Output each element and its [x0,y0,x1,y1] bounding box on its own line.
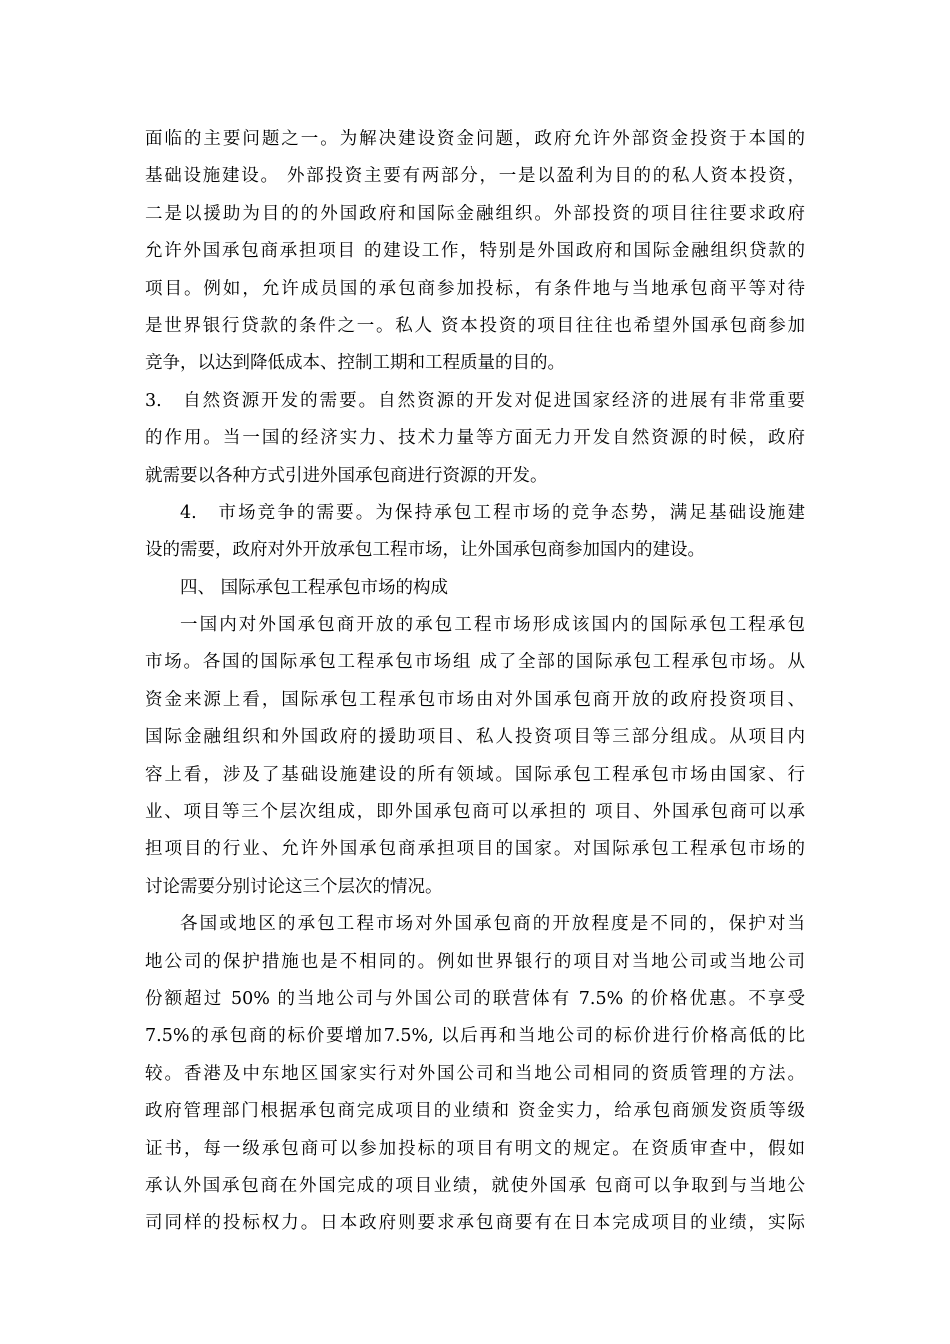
text-line-content: 较。香港及中东地区国家实行对外国公司和当地公司相同的资质管理的方法。 [145,1063,805,1084]
text-line-content: 资金来源上看，国际承包工程承包市场由对外国承包商开放的政府投资项目、 [145,689,805,710]
text-line [145,1056,805,1093]
text-line-content: 四、 国际承包工程承包市场的构成 [180,577,449,598]
text-line-content: 是世界银行贷款的条件之一。私人 资本投资的项目往往也希望外国承包商参加 [145,315,805,336]
text-line-content: 二是以援助为目的的外国政府和国际金融组织。外部投资的项目往往要求政府 [145,203,805,224]
text-line-content: 地公司的保护措施也是不相同的。例如世界银行的项目对当地公司或当地公司 [145,951,805,972]
text-line-content: 基础设施建设。 外部投资主要有两部分，一是以盈利为目的的私人资本投资， [145,166,805,187]
text-line [145,532,805,569]
text-line-content: 一国内对外国承包商开放的承包工程市场形成该国内的国际承包工程承包 [180,615,805,636]
text-line-content: 设的需要，政府对外开放承包工程市场，让外国承包商参加国内的建设。 [145,540,705,561]
text-line [145,607,805,644]
text-line [145,308,805,345]
text-line [145,906,805,943]
text-line [145,1018,805,1055]
text-line [145,682,805,719]
text-line [145,944,805,981]
text-line-content: 各国或地区的承包工程市场对外国承包商的开放程度是不同的，保护对当 [180,914,805,935]
text-line-content: 就需要以各种方式引进外国承包商进行资源的开发。 [145,465,548,486]
text-line-content: 业、项目等三个层次组成，即外国承包商可以承担的 项目、外国承包商可以承 [145,802,805,823]
text-line [145,1168,805,1205]
text-line [145,831,805,868]
text-line [145,981,805,1018]
text-line-content: 政府管理部门根据承包商完成项目的业绩和 资金实力，给承包商颁发资质等级 [145,1101,805,1122]
text-line [145,757,805,794]
text-line-content: 7.5%的承包商的标价要增加7.5%, 以后再和当地公司的标价进行价格高低的比 [145,1026,805,1047]
text-line [145,420,805,457]
text-line-content: 司同样的投标权力。日本政府则要求承包商要有在日本完成项目的业绩，实际 [145,1213,805,1234]
text-line-content: 4. 市场竞争的需要。为保持承包工程市场的竞争态势，满足基础设施建 [180,502,805,523]
text-line [145,345,805,382]
text-line-content: 项目。例如，允许成员国的承包商参加投标，有条件地与当地承包商平等对待 [145,278,805,299]
text-line [145,458,805,495]
text-line [145,1093,805,1130]
text-line [145,271,805,308]
text-line [145,719,805,756]
text-line-content: 担项目的行业、允许外国承包商承担项目的国家。对国际承包工程承包市场的 [145,839,805,860]
text-line-content: 份额超过 50% 的当地公司与外国公司的联营体有 7.5% 的价格优惠。不享受 [145,988,805,1009]
text-line [145,1205,805,1242]
text-line-content: 国际金融组织和外国政府的援助项目、私人投资项目等三部分组成。从项目内 [145,727,805,748]
text-line [145,383,805,420]
text-line [145,869,805,906]
text-line-content: 承认外国承包商在外国完成的项目业绩，就使外国承 包商可以争取到与当地公 [145,1175,805,1196]
text-line [145,196,805,233]
text-line-content: 面临的主要问题之一。为解决建设资金问题，政府允许外部资金投资于本国的 [145,129,805,149]
text-line-content: 容上看，涉及了基础设施建设的所有领域。国际承包工程承包市场由国家、行 [145,764,805,785]
text-line-content: 允许外国承包商承担项目 的建设工作，特别是外国政府和国际金融组织贷款的 [145,241,805,262]
text-line [145,158,805,195]
text-line-content: 的作用。当一国的经济实力、技术力量等方面无力开发自然资源的时候，政府 [145,428,805,449]
text-line [145,233,805,270]
text-line [145,644,805,681]
text-line [145,1131,805,1168]
text-line-content: 证书，每一级承包商可以参加投标的项目有明文的规定。在资质审查中，假如 [145,1138,805,1159]
text-line [145,495,805,532]
text-line-content: 3. 自然资源开发的需要。自然资源的开发对促进国家经济的进展有非常重要 [145,390,805,411]
document-body [145,121,805,1243]
text-line-content: 竞争，以达到降低成本、控制工期和工程质量的目的。 [145,353,565,374]
text-line-content: 市场。各国的国际承包工程承包市场组 成了全部的国际承包工程承包市场。从 [145,652,805,673]
text-line [145,794,805,831]
text-line-content: 讨论需要分别讨论这三个层次的情况。 [145,876,443,897]
text-line [145,121,805,158]
text-line [145,570,805,607]
